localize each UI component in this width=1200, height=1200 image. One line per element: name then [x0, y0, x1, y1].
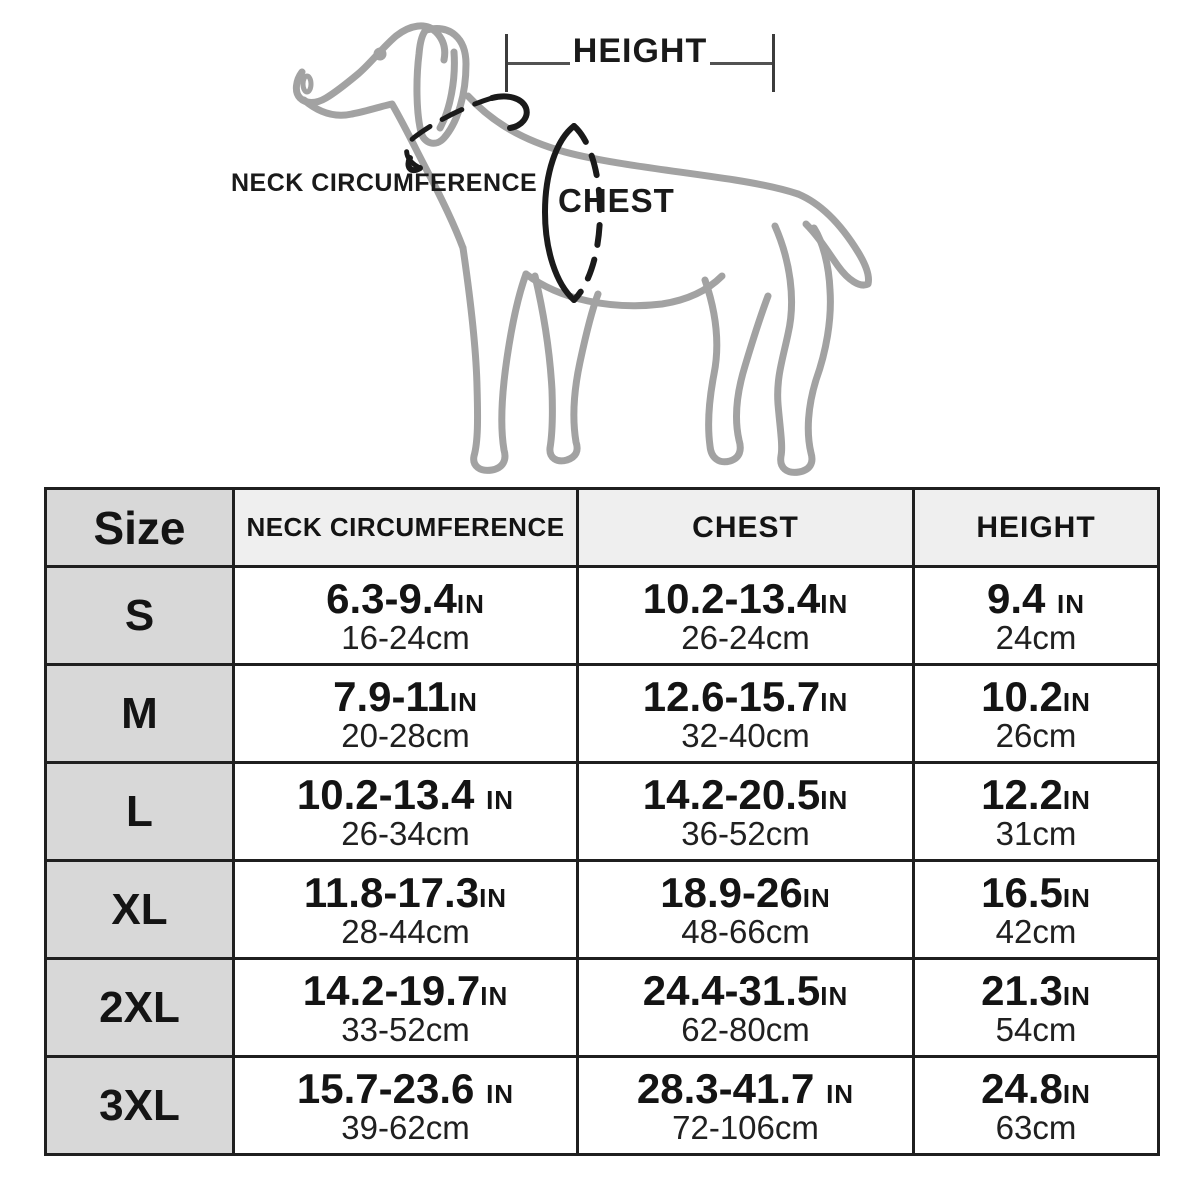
value-inches: 12.6-15.7	[642, 673, 821, 721]
value-cm: 26-34cm	[341, 814, 470, 852]
size-label: S	[46, 567, 234, 665]
neck-value-cell	[234, 567, 578, 665]
chest-value-cell	[578, 861, 914, 959]
table-row-2xl	[46, 959, 1159, 1057]
value-cm: 36-52cm	[681, 814, 810, 852]
value-cm: 39-62cm	[341, 1108, 470, 1146]
table-row-3xl	[46, 1057, 1159, 1155]
size-label: XL	[46, 861, 234, 959]
column-header-height: HEIGHT	[914, 489, 1159, 567]
value-inches: 16.5	[981, 869, 1063, 917]
size-label: 3XL	[46, 1057, 234, 1155]
value-cm: 20-28cm	[341, 716, 470, 754]
header-row	[46, 489, 1159, 567]
value-inches: 14.2-19.7	[302, 967, 481, 1015]
column-header-size: Size	[46, 489, 234, 567]
value-cm: 26cm	[995, 716, 1077, 754]
value-inches: 10.2-13.4	[642, 575, 821, 623]
bracket-left-tick	[505, 34, 508, 92]
bracket-right-tick	[772, 34, 775, 92]
value-cm: 24cm	[995, 618, 1077, 656]
unit-in: IN	[456, 589, 485, 620]
neck-circumference-label: NECK CIRCUMFERENCE	[231, 169, 538, 197]
value-cm: 54cm	[995, 1010, 1077, 1048]
unit-in: IN	[820, 981, 849, 1012]
dog-measurement-diagram	[0, 0, 1200, 487]
value-cm: 42cm	[995, 912, 1077, 950]
chest-value-cell	[578, 665, 914, 763]
value-cm: 63cm	[995, 1108, 1077, 1146]
size-label: 2XL	[46, 959, 234, 1057]
unit-in: IN	[1062, 883, 1091, 914]
height-measure-bracket	[505, 31, 775, 92]
value-inches: 12.2	[981, 771, 1063, 819]
value-cm: 32-40cm	[681, 716, 810, 754]
value-inches: 14.2-20.5	[642, 771, 821, 819]
height-value-cell	[914, 959, 1159, 1057]
value-inches: 24.4-31.5	[642, 967, 821, 1015]
chest-value-cell	[578, 1057, 914, 1155]
value-cm: 28-44cm	[341, 912, 470, 950]
value-inches: 15.7-23.6	[296, 1065, 487, 1113]
height-label: HEIGHT	[572, 31, 708, 70]
bracket-right-line	[710, 62, 775, 65]
neck-value-cell	[234, 763, 578, 861]
unit-in: IN	[1062, 1079, 1091, 1110]
neck-value-cell	[234, 959, 578, 1057]
value-inches: 10.2	[981, 673, 1063, 721]
column-header-neck: NECK CIRCUMFERENCE	[234, 489, 578, 567]
height-value-cell	[914, 861, 1159, 959]
unit-in: IN	[1057, 589, 1086, 620]
unit-in: IN	[1062, 785, 1091, 816]
value-inches: 10.2-13.4	[296, 771, 487, 819]
size-label: M	[46, 665, 234, 763]
column-header-chest: CHEST	[578, 489, 914, 567]
value-inches: 7.9-11	[333, 673, 450, 721]
value-inches: 9.4	[986, 575, 1058, 623]
unit-in: IN	[1062, 687, 1091, 718]
unit-in: IN	[486, 1079, 515, 1110]
value-cm: 31cm	[995, 814, 1077, 852]
chest-label: CHEST	[558, 182, 675, 219]
value-cm: 26-24cm	[681, 618, 810, 656]
unit-in: IN	[820, 687, 849, 718]
unit-in: IN	[486, 785, 515, 816]
dog-eye	[374, 48, 387, 61]
value-inches: 21.3	[981, 967, 1063, 1015]
value-cm: 16-24cm	[341, 618, 470, 656]
value-inches: 28.3-41.7	[636, 1065, 827, 1113]
value-cm: 62-80cm	[681, 1010, 810, 1048]
value-inches: 11.8-17.3	[303, 869, 480, 917]
unit-in: IN	[802, 883, 831, 914]
size-label: L	[46, 763, 234, 861]
dog-outline	[296, 26, 868, 472]
height-value-cell	[914, 665, 1159, 763]
height-value-cell	[914, 567, 1159, 665]
height-value-cell	[914, 763, 1159, 861]
bracket-left-line	[505, 62, 570, 65]
chest-value-cell	[578, 959, 914, 1057]
neck-value-cell	[234, 861, 578, 959]
value-cm: 72-106cm	[672, 1108, 819, 1146]
value-cm: 33-52cm	[341, 1010, 470, 1048]
unit-in: IN	[820, 589, 849, 620]
value-cm: 48-66cm	[681, 912, 810, 950]
unit-in: IN	[479, 883, 508, 914]
chest-value-cell	[578, 567, 914, 665]
unit-in: IN	[449, 687, 478, 718]
unit-in: IN	[1062, 981, 1091, 1012]
size-chart-table	[44, 487, 1160, 1156]
unit-in: IN	[480, 981, 509, 1012]
unit-in: IN	[820, 785, 849, 816]
height-value-cell	[914, 1057, 1159, 1155]
table-row-s	[46, 567, 1159, 665]
chest-value-cell	[578, 763, 914, 861]
table-row-l	[46, 763, 1159, 861]
neck-value-cell	[234, 1057, 578, 1155]
unit-in: IN	[826, 1079, 855, 1110]
value-inches: 6.3-9.4	[326, 575, 457, 623]
neck-value-cell	[234, 665, 578, 763]
value-inches: 18.9-26	[660, 869, 803, 917]
value-inches: 24.8	[981, 1065, 1063, 1113]
table-row-xl	[46, 861, 1159, 959]
table-row-m	[46, 665, 1159, 763]
